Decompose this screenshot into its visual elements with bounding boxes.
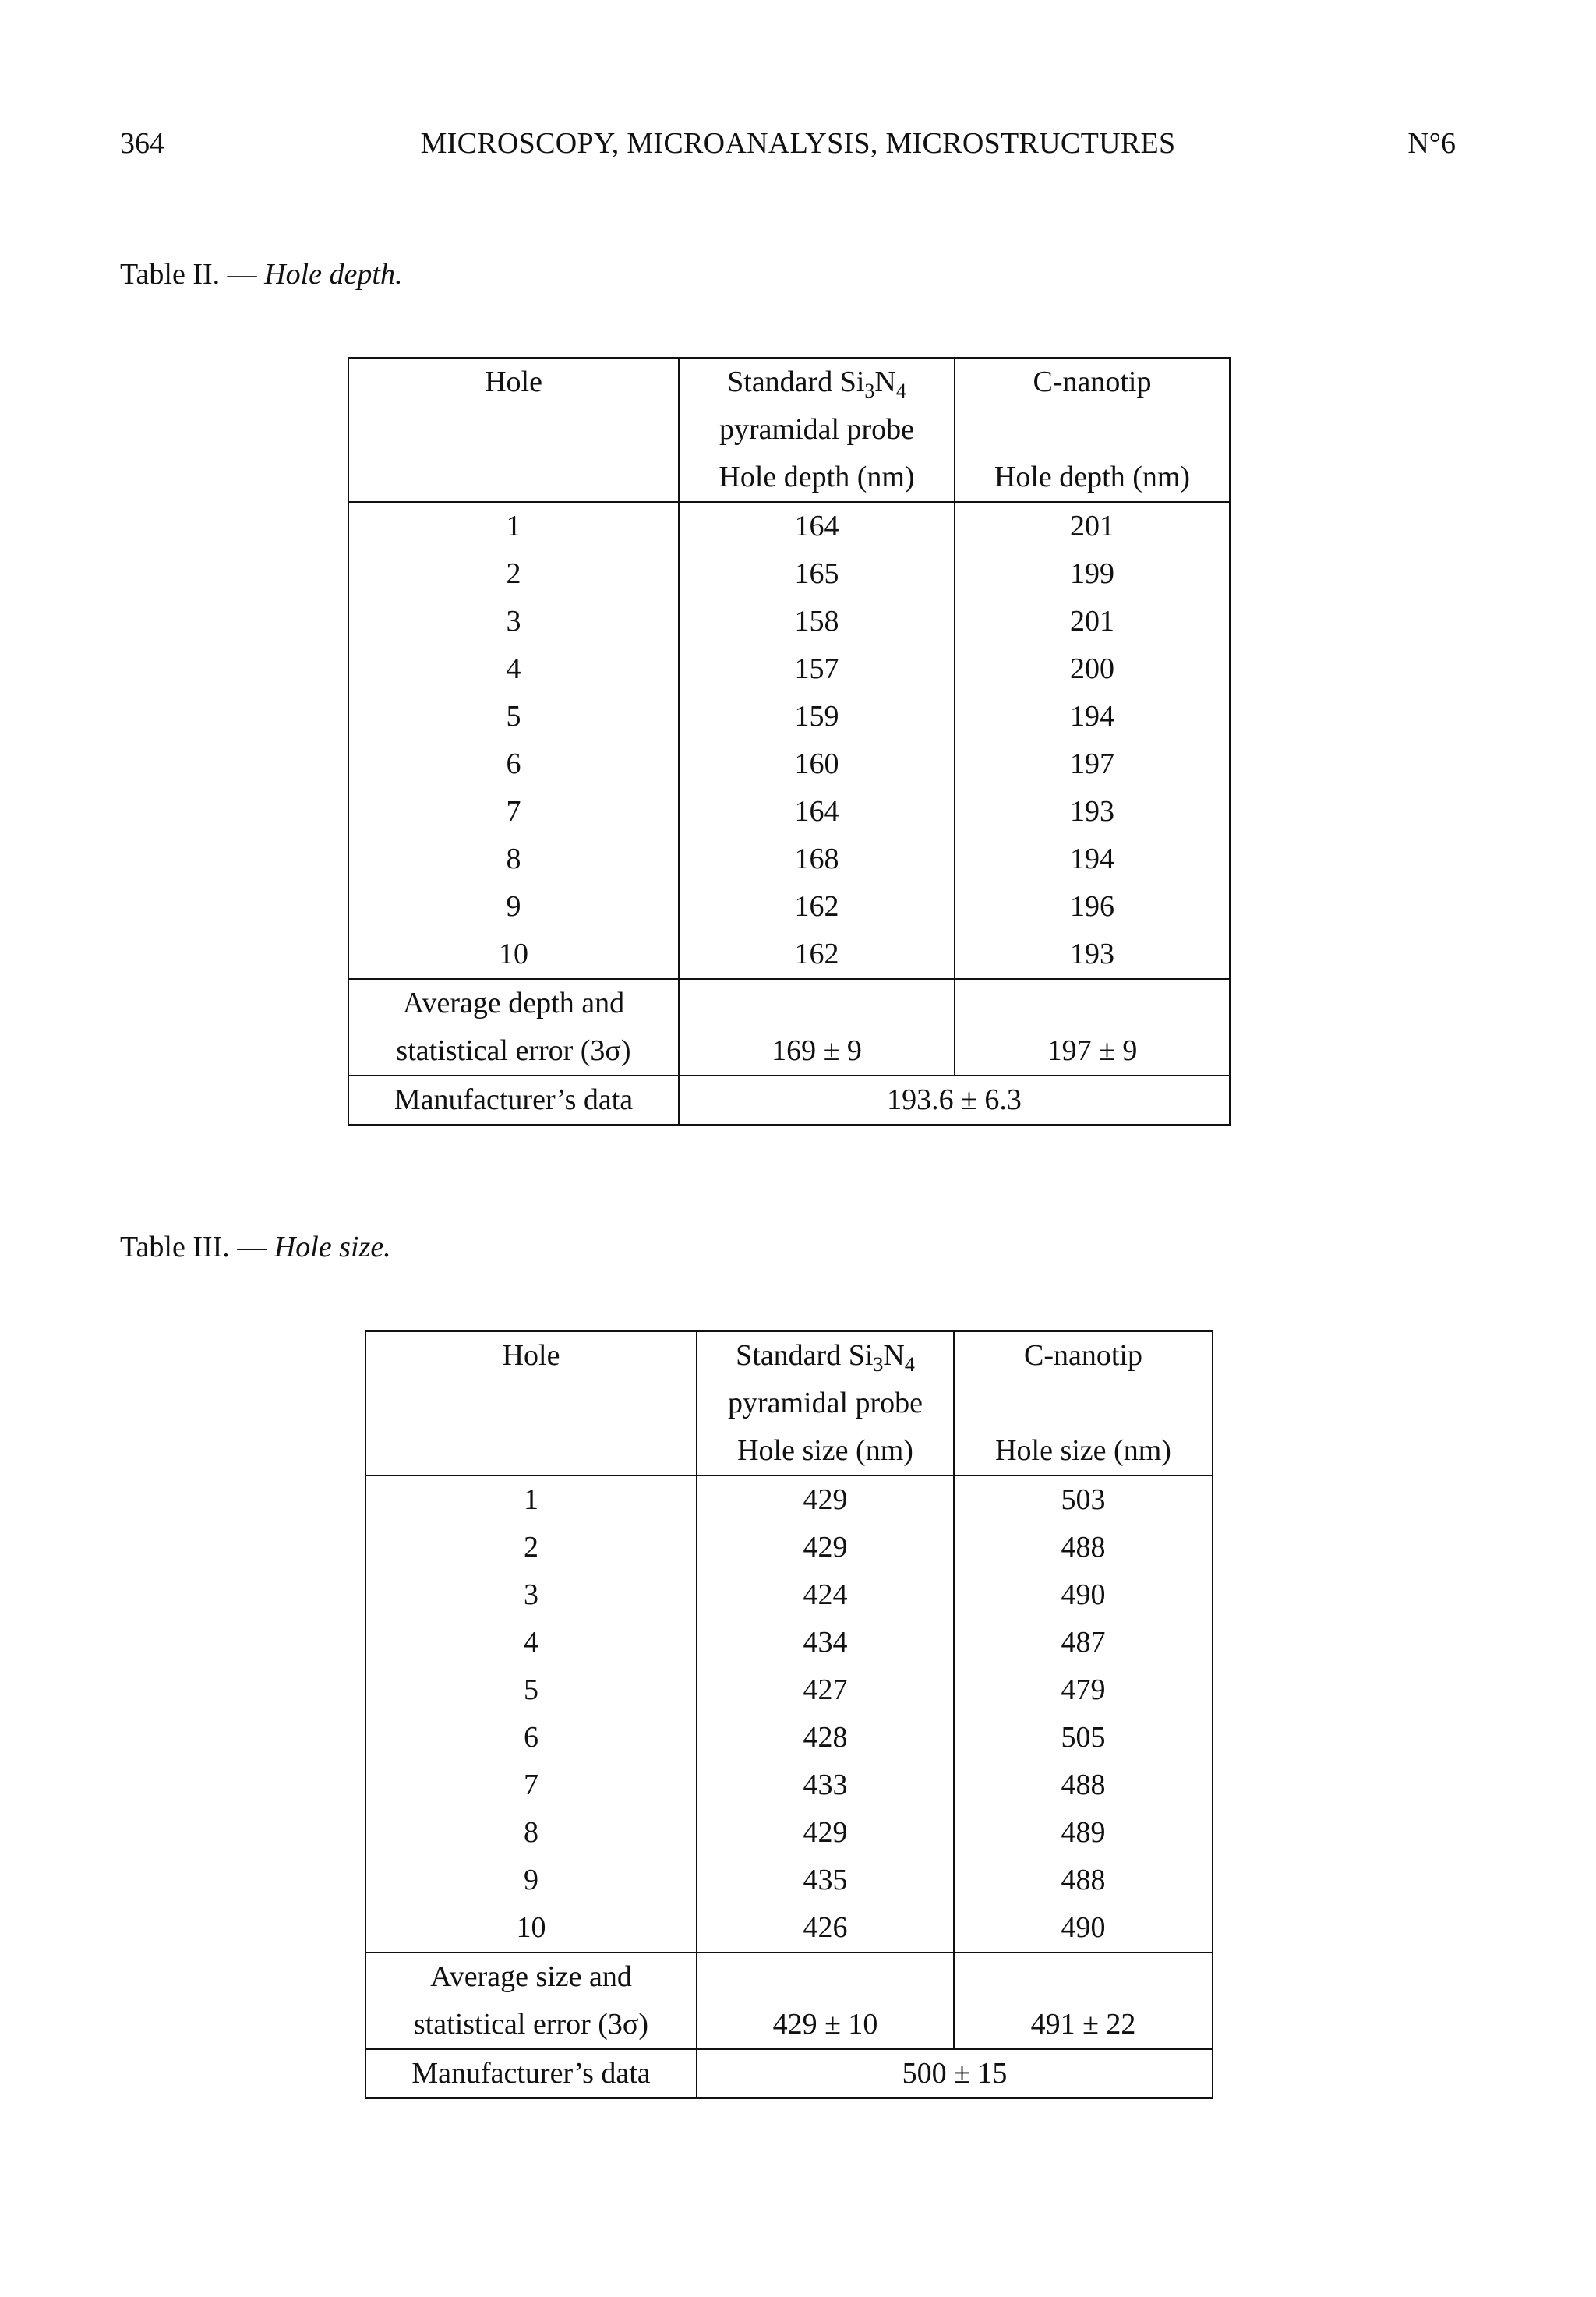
standard-probe-cell: 157 — [679, 645, 955, 693]
table-row — [348, 740, 1230, 788]
c-nanotip-cell: 199 — [955, 550, 1230, 598]
table-row — [365, 1524, 1213, 1571]
hole-size-table — [365, 1330, 1213, 2099]
hole-number-cell: 4 — [365, 1619, 697, 1666]
table-row — [348, 693, 1230, 740]
hole-number-cell: 2 — [365, 1524, 697, 1571]
header-c-nanotip: C-nanotip Hole size (nm) — [954, 1331, 1213, 1475]
average-row — [365, 1952, 1213, 2049]
c-nanotip-cell: 487 — [954, 1619, 1213, 1666]
standard-probe-cell: 428 — [697, 1714, 954, 1762]
journal-title: MICROSCOPY, MICROANALYSIS, MICROSTRUCTURES — [420, 127, 1176, 160]
standard-probe-cell: 160 — [679, 740, 955, 788]
hole-number-cell: 10 — [348, 931, 679, 979]
c-nanotip-cell: 488 — [954, 1857, 1213, 1904]
hole-number-cell: 3 — [348, 598, 679, 645]
table-header-row — [365, 1331, 1213, 1475]
table-row — [348, 931, 1230, 979]
c-nanotip-cell: 193 — [955, 788, 1230, 836]
issue-number: N°6 — [1407, 127, 1456, 160]
table3-title: Hole size. — [274, 1231, 391, 1263]
c-nanotip-cell: 489 — [954, 1809, 1213, 1857]
hole-number-cell: 6 — [365, 1714, 697, 1762]
table-row — [348, 550, 1230, 598]
standard-probe-cell: 433 — [697, 1762, 954, 1809]
c-nanotip-cell: 505 — [954, 1714, 1213, 1762]
header-standard-probe: Standard $Si_3N_4$ pyramidal probe Hole depth (nm) — [679, 358, 955, 502]
c-nanotip-cell: 479 — [954, 1666, 1213, 1714]
average-standard: 169 ± 9 — [679, 979, 955, 1076]
c-nanotip-cell: 488 — [954, 1762, 1213, 1809]
standard-probe-cell: 424 — [697, 1571, 954, 1619]
standard-probe-cell: 427 — [697, 1666, 954, 1714]
hole-number-cell: 6 — [348, 740, 679, 788]
c-nanotip-cell: 200 — [955, 645, 1230, 693]
c-nanotip-cell: 197 — [955, 740, 1230, 788]
hole-number-cell: 1 — [348, 502, 679, 550]
average-c-nanotip: 197 ± 9 — [955, 979, 1230, 1076]
hole-number-cell: 3 — [365, 1571, 697, 1619]
standard-probe-cell: 435 — [697, 1857, 954, 1904]
table-row — [348, 788, 1230, 836]
standard-probe-cell: 434 — [697, 1619, 954, 1666]
table-header-row — [348, 358, 1230, 502]
standard-probe-cell: 429 — [697, 1809, 954, 1857]
hole-number-cell: 7 — [365, 1762, 697, 1809]
c-nanotip-cell: 194 — [955, 693, 1230, 740]
c-nanotip-cell: 503 — [954, 1475, 1213, 1524]
table-row — [365, 1714, 1213, 1762]
table2-label: Table II. — [120, 258, 221, 291]
standard-probe-cell: 426 — [697, 1904, 954, 1952]
standard-probe-cell: 158 — [679, 598, 955, 645]
standard-probe-cell: 159 — [679, 693, 955, 740]
hole-number-cell: 8 — [365, 1809, 697, 1857]
c-nanotip-cell: 490 — [954, 1904, 1213, 1952]
table2-caption — [120, 257, 402, 292]
table3-label: Table III. — [120, 1231, 230, 1263]
page-number: 364 — [120, 127, 164, 160]
manufacturer-label: Manufacturer’s data — [365, 2049, 697, 2098]
table-row — [348, 836, 1230, 883]
table-row — [348, 645, 1230, 693]
average-standard: 429 ± 10 — [697, 1952, 954, 2049]
table-row — [365, 1857, 1213, 1904]
header-hole: Hole — [348, 358, 679, 502]
hole-number-cell: 5 — [348, 693, 679, 740]
manufacturer-row — [365, 2049, 1213, 2098]
standard-probe-cell: 162 — [679, 883, 955, 931]
standard-probe-cell: 162 — [679, 931, 955, 979]
header-hole: Hole — [365, 1331, 697, 1475]
running-head — [0, 126, 1596, 168]
table-row — [348, 883, 1230, 931]
standard-probe-cell: 168 — [679, 836, 955, 883]
table-row — [365, 1619, 1213, 1666]
hole-number-cell: 10 — [365, 1904, 697, 1952]
average-label: Average depth and statistical error (3σ) — [348, 979, 679, 1076]
hole-number-cell: 9 — [365, 1857, 697, 1904]
average-label: Average size and statistical error (3σ) — [365, 1952, 697, 2049]
table-row — [348, 598, 1230, 645]
table3-body — [365, 1475, 1213, 1952]
c-nanotip-cell: 201 — [955, 598, 1230, 645]
table3-dash: — — [237, 1231, 267, 1263]
hole-number-cell: 5 — [365, 1666, 697, 1714]
standard-probe-cell: 165 — [679, 550, 955, 598]
standard-probe-cell: 164 — [679, 788, 955, 836]
hole-number-cell: 9 — [348, 883, 679, 931]
average-row — [348, 979, 1230, 1076]
table2-body — [348, 502, 1230, 979]
c-nanotip-cell: 490 — [954, 1571, 1213, 1619]
hole-number-cell: 2 — [348, 550, 679, 598]
standard-probe-cell: 429 — [697, 1475, 954, 1524]
average-c-nanotip: 491 ± 22 — [954, 1952, 1213, 2049]
standard-probe-cell: 429 — [697, 1524, 954, 1571]
c-nanotip-cell: 194 — [955, 836, 1230, 883]
table-row — [365, 1762, 1213, 1809]
table-row — [365, 1475, 1213, 1524]
hole-number-cell: 8 — [348, 836, 679, 883]
c-nanotip-cell: 201 — [955, 502, 1230, 550]
manufacturer-label: Manufacturer’s data — [348, 1076, 679, 1125]
table-row — [348, 502, 1230, 550]
c-nanotip-cell: 196 — [955, 883, 1230, 931]
manufacturer-value: 500 ± 15 — [697, 2049, 1213, 2098]
hole-number-cell: 1 — [365, 1475, 697, 1524]
table-row — [365, 1904, 1213, 1952]
table3-caption — [120, 1230, 391, 1264]
c-nanotip-cell: 193 — [955, 931, 1230, 979]
table2-title: Hole depth. — [264, 258, 403, 291]
header-c-nanotip: C-nanotip Hole depth (nm) — [955, 358, 1230, 502]
manufacturer-row — [348, 1076, 1230, 1125]
hole-number-cell: 7 — [348, 788, 679, 836]
hole-depth-table — [348, 357, 1231, 1126]
hole-number-cell: 4 — [348, 645, 679, 693]
table-row — [365, 1666, 1213, 1714]
table2-dash: — — [227, 258, 257, 291]
header-standard-probe: Standard $Si_3N_4$ pyramidal probe Hole size (nm) — [697, 1331, 954, 1475]
c-nanotip-cell: 488 — [954, 1524, 1213, 1571]
table-row — [365, 1571, 1213, 1619]
standard-probe-cell: 164 — [679, 502, 955, 550]
table-row — [365, 1809, 1213, 1857]
manufacturer-value: 193.6 ± 6.3 — [679, 1076, 1230, 1125]
